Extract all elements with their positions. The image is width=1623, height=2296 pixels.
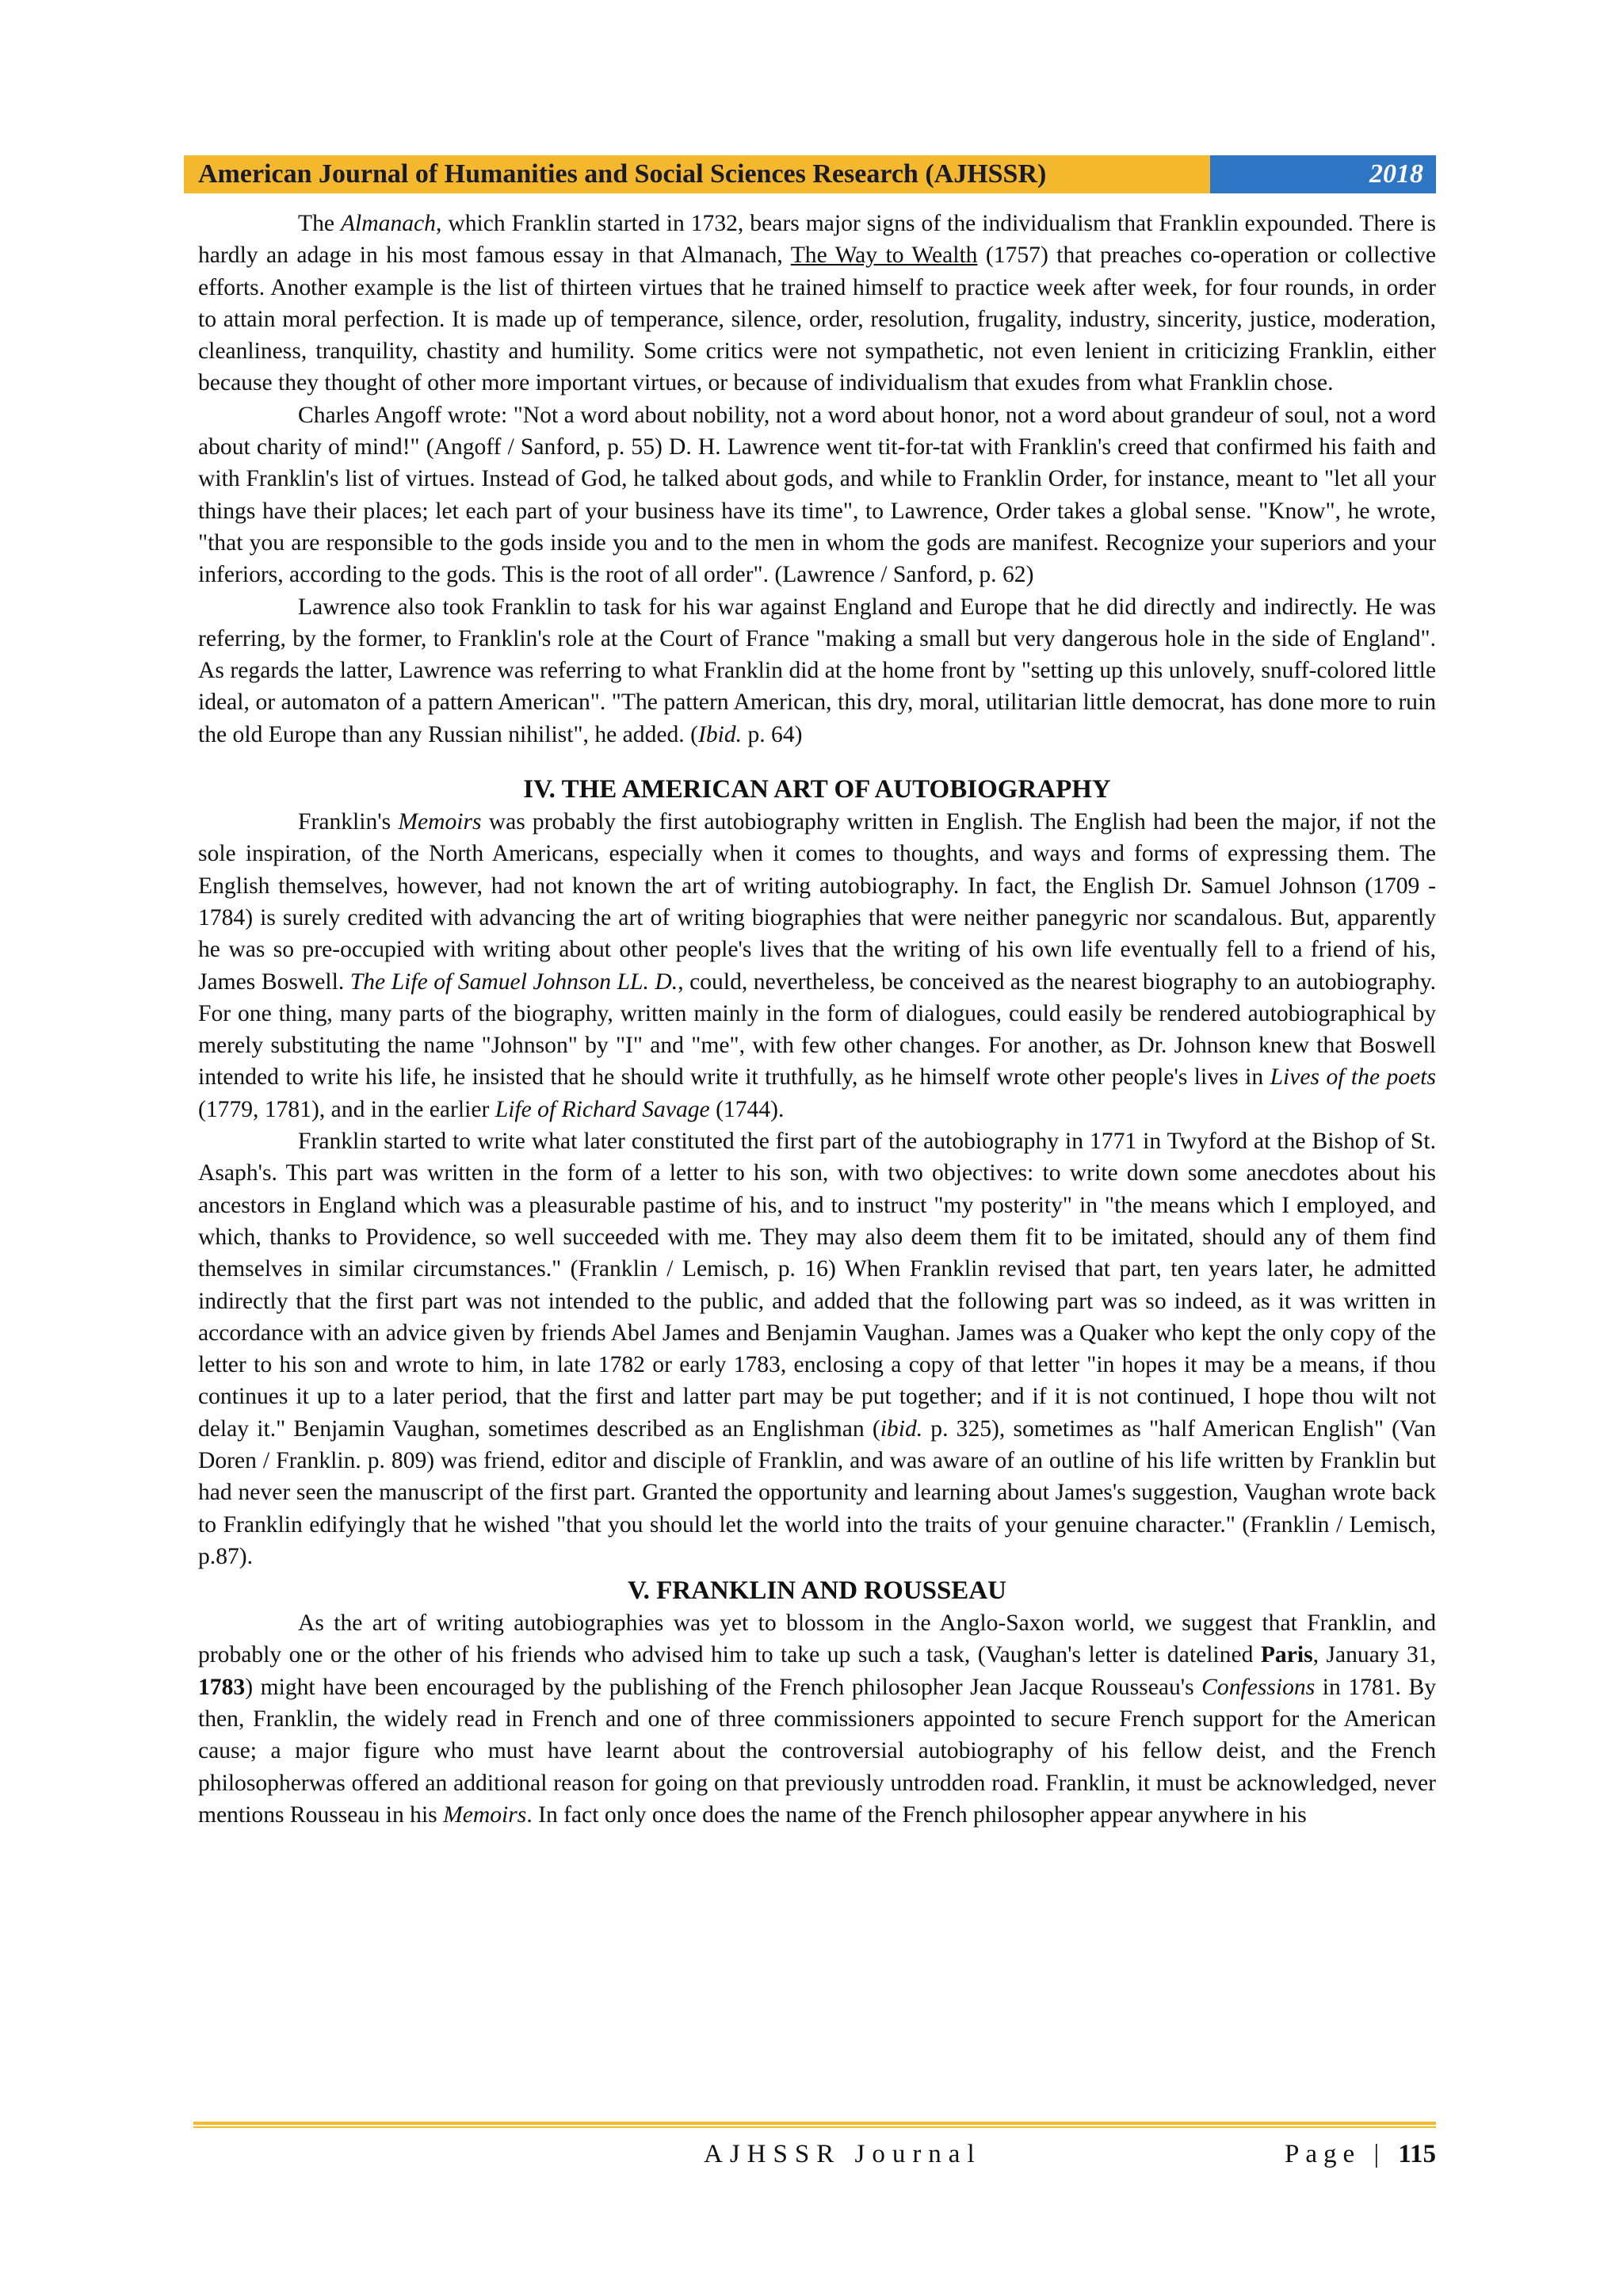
journal-header: [184, 155, 1436, 193]
footer-divider-thin: [193, 2126, 1436, 2128]
italic-title: Memoirs: [398, 809, 482, 835]
section-heading-rousseau: V. FRANKLIN AND ROUSSEAU: [628, 1576, 1006, 1606]
article-body: [198, 208, 1436, 1831]
underlined-title: The Way to Wealth: [790, 243, 978, 269]
publication-year: 2018: [1210, 155, 1436, 193]
paragraph-memoirs: Franklin's Memoirs was probably the first autobiography written in English. The English had been the major, if not the sole inspiration, of the North Americans, especially when it comes to thoughts, and ways and forms of expressing them. The English themselves, however, had not known the art of writing autobiography. In fact, the English Dr. Samuel Johnson (1709 - 1784) is surely credited with advancing the art of writing biographies that were neither panegyric nor scandalous. But, apparently he was so pre-occupied with writing about other people's lives that the writing of his own life eventually fell to a friend of his, James Boswell. The Life of Samuel Johnson LL. D., could, nevertheless, be conceived as the nearest biography to an autobiography. For one thing, many parts of the biography, written mainly in the form of dialogues, could easily be rendered autobiographical by merely substituting the name "Johnson" by "I" and "me", with few other changes. For another, as Dr. Johnson knew that Boswell intended to write his life, he insisted that he should write it truthfully, as he himself wrote other people's lives in Lives of the poets (1779, 1781), and in the earlier Life of Richard Savage (1744).: [198, 809, 1437, 1122]
paragraph-angoff: Charles Angoff wrote: "Not a word about nobility, not a word about honor, not a word about grandeur of soul, not a word about charity of mind!" (Angoff / Sanford, p. 55) D. H. Lawrence went tit-for-tat with Franklin's creed that confirmed his faith and with Franklin's list of virtues. Instead of God, he talked about gods, and while to Franklin Order, for instance, meant to "let all your things have their places; let each part of your business have its time", to Lawrence, Order takes a global sense. "Know", he wrote, "that you are responsible to the gods inside you and to the men in whom the gods are manifest. Recognize your superiors and your inferiors, according to the gods. This is the root of all order". (Lawrence / Sanford, p. 62): [198, 402, 1436, 588]
italic-title: Lives of the poets: [1270, 1064, 1436, 1091]
italic-title: Almanach: [340, 211, 436, 236]
journal-title: American Journal of Humanities and Social Sciences Research (AJHSSR): [184, 155, 1210, 193]
italic-title: Life of Richard Savage: [495, 1096, 710, 1122]
italic-title: Memoirs: [443, 1801, 527, 1828]
footer-divider: [193, 2122, 1436, 2125]
paragraph-almanach: The Almanach, which Franklin started in 1732, bears major signs of the individualism that Franklin expounded. There is hardly an adage in his most famous essay in that Almanach, The Way to Wealth (1757) that preaches co-operation or collective efforts. Another example is the list of thirteen virtues that he trained himself to practice week after week, for four rounds, in order to attain moral perfection. It is made up of temperance, silence, order, resolution, frugality, industry, sincerity, justice, moderation, cleanliness, tranquility, chastity and humility. Some critics were not sympathetic, not even lenient in criticizing Franklin, either because they thought of other more important virtues, or because of individualism that exudes from what Franklin chose.: [198, 211, 1436, 396]
bold-place: Paris: [1260, 1642, 1313, 1668]
italic-title: The Life of Samuel Johnson LL. D.: [349, 968, 678, 995]
footer-page-number: Page | 115: [1285, 2140, 1436, 2168]
footer-journal-name: AJHSSR Journal: [704, 2140, 982, 2168]
section-heading-autobiography: IV. THE AMERICAN ART OF AUTOBIOGRAPHY: [523, 775, 1111, 804]
paragraph-lawrence: Lawrence also took Franklin to task for his war against England and Europe that he did directly and indirectly. He was referring, by the former, to Franklin's role at the Court of France "making a small but very dangerous hole in the side of England". As regards the latter, Lawrence was referring to what Franklin did at the home front by "setting up this unlovely, snuff-colored little ideal, or automaton of a pattern American". "The pattern American, this dry, moral, utilitarian little democrat, has done more to ruin the old Europe than any Russian nihilist", he added. (Ibid. p. 64): [198, 594, 1436, 747]
paragraph-first-part: Franklin started to write what later constituted the first part of the autobiography in 1771 in Twyford at the Bishop of St. Asaph's. This part was written in the form of a letter to his son, with two objectives: to write down some anecdotes about his ancestors in England which was a pleasurable pastime of his, and to instruct "my posterity" in "the means which I employed, and which, thanks to Providence, so well succeeded with me. They may also deem them fit to be imitated, should any of them find themselves in similar circumstances." (Franklin / Lemisch, p. 16) When Franklin revised that part, ten years later, he admitted indirectly that the first part was not intended to the public, and added that the following part was so indeed, as it was written in accordance with an advice given by friends Abel James and Benjamin Vaughan. James was a Quaker who kept the only copy of the letter to his son and wrote to him, in late 1782 or early 1783, enclosing a copy of that letter "in hopes it may be a means, if thou continues it up to a later period, that the first and latter part may be put together; and if it is not continued, I hope thou wilt not delay it." Benjamin Vaughan, sometimes described as an Englishman (ibid. p. 325), sometimes as "half American English" (Van Doren / Franklin. p. 809) was friend, editor and disciple of Franklin, and was aware of an outline of his life written by Franklin but had never seen the manuscript of the first part. Granted the opportunity and learning about James's suggestion, Vaughan wrote back to Franklin edifyingly that he wished "that you should let the world into the traits of your genuine character." (Franklin / Lemisch, p.87).: [198, 1129, 1436, 1569]
paragraph-rousseau: As the art of writing autobiographies was yet to blossom in the Anglo-Saxon world, we suggest that Franklin, and probably one or the other of his friends who advised him to take up such a task, (Vaughan's letter is datelined Paris, January 31, 1783) might have been encouraged by the publishing of the French philosopher Jean Jacque Rousseau's Confessions in 1781. By then, Franklin, the widely read in French and one of three commissioners appointed to secure French support for the American cause; a major figure who must have learnt about the controversial autobiography of his fellow deist, and the French philosopherwas offered an additional reason for going on that previously untrodden road. Franklin, it must be acknowledged, never mentions Rousseau in his Memoirs. In fact only once does the name of the French philosopher appear anywhere in his: [198, 1610, 1436, 1828]
italic-ref: Ibid.: [697, 721, 743, 747]
italic-ref: ibid.: [880, 1415, 923, 1442]
italic-title: Confessions: [1201, 1674, 1316, 1700]
bold-year: 1783: [198, 1674, 246, 1700]
